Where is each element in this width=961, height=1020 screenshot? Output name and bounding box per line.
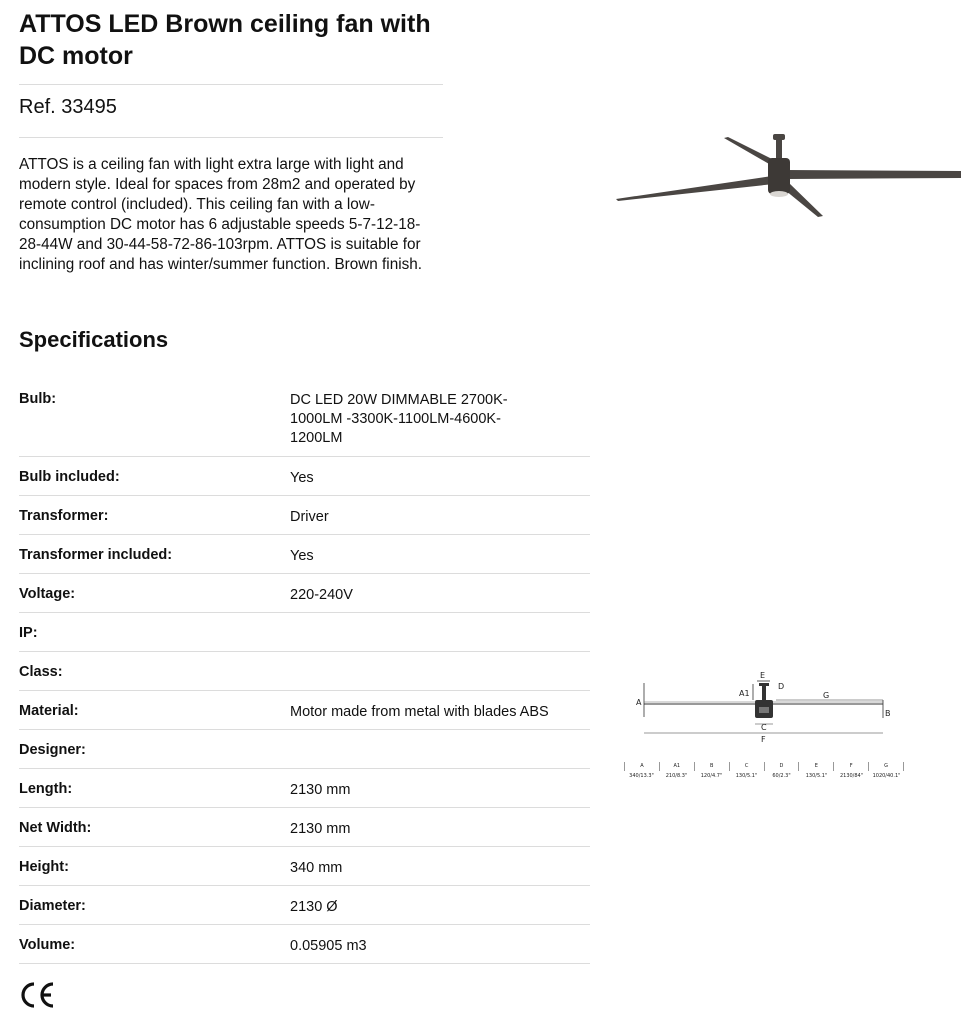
spec-row-bulb	[19, 380, 590, 457]
dimension-value: 130/5.1"	[805, 773, 828, 779]
spec-label: Material:	[19, 703, 79, 719]
diagram-label-c: C	[761, 723, 767, 732]
spec-row-transformer	[19, 496, 590, 535]
dimension-table	[624, 762, 904, 781]
dimension-header: A1	[659, 762, 694, 771]
dimension-header: B	[694, 762, 729, 771]
dimension-value: 340/13.3"	[629, 773, 654, 779]
diagram-label-e: E	[760, 671, 766, 680]
specifications-heading: Specifications	[19, 327, 169, 352]
diagram-label-a1: A1	[739, 689, 750, 698]
dimension-table-headers	[624, 762, 904, 771]
dimension-value: 130/5.1"	[735, 773, 758, 779]
spec-value: 2130 mm	[290, 821, 351, 837]
dimension-value: 210/8.3"	[665, 773, 688, 779]
dimension-value: 120/4.7"	[700, 773, 723, 779]
ce-mark-logo	[19, 980, 57, 1010]
spec-label: Height:	[19, 859, 69, 875]
dimension-value: 1020/40.1"	[872, 773, 901, 779]
fan-blade-left	[616, 176, 774, 201]
spec-label: Class:	[19, 664, 63, 680]
spec-row-transformer-included	[19, 535, 590, 574]
spec-value: Yes	[290, 470, 314, 486]
spec-label: Voltage:	[19, 586, 76, 602]
spec-value: Yes	[290, 548, 314, 564]
spec-value: 0.05905 m3	[290, 938, 367, 954]
spec-label: IP:	[19, 625, 38, 641]
spec-row-class	[19, 652, 590, 691]
fan-motor	[768, 158, 790, 194]
spec-row-diameter	[19, 886, 590, 925]
fan-light	[770, 191, 788, 197]
spec-row-bulb-included	[19, 457, 590, 496]
spec-value: 220-240V	[290, 587, 353, 603]
dimension-header: G	[868, 762, 904, 771]
diagram-label-d: D	[778, 682, 785, 691]
spec-label: Volume:	[19, 937, 76, 953]
spec-label: Transformer included:	[19, 547, 173, 563]
dimension-header: E	[798, 762, 833, 771]
fan-downrod	[776, 139, 782, 159]
spec-value: Motor made from metal with blades ABS	[290, 704, 549, 720]
spec-row-height	[19, 847, 590, 886]
specifications-table	[19, 380, 590, 964]
reference-divider	[19, 137, 443, 138]
product-title: ATTOS LED Brown ceiling fan with DC motor	[19, 10, 431, 70]
spec-row-ip	[19, 613, 590, 652]
product-reference: Ref. 33495	[19, 96, 117, 118]
ceiling-fan-image	[612, 128, 961, 228]
diagram-label-a: A	[636, 698, 642, 707]
spec-label: Transformer:	[19, 508, 109, 524]
spec-label: Diameter:	[19, 898, 86, 914]
dimension-value: 60/2.3"	[772, 773, 791, 779]
dimension-value: 2130/84"	[839, 773, 864, 779]
spec-value: Driver	[290, 509, 329, 525]
spec-label: Net Width:	[19, 820, 92, 836]
dimension-header: A	[624, 762, 659, 771]
spec-label: Bulb:	[19, 391, 57, 407]
spec-value: 2130 Ø	[290, 899, 338, 915]
product-description: ATTOS is a ceiling fan with light extra large with light and modern style. Ideal for spaces from 28m2 and operated by remote control (included). This ceiling fan with a low-consumption DC motor has 6 adjustable speeds 5-7-12-18-28-44W and 30-44-58-72-86-103rpm. ATTOS is suitable for inclining roof and has winter/summer function. Brown finish.	[19, 156, 423, 273]
spec-value: 340 mm	[290, 860, 343, 876]
spec-row-net-width	[19, 808, 590, 847]
dimension-header: D	[764, 762, 799, 771]
spec-row-length	[19, 769, 590, 808]
fan-blade-right	[786, 170, 961, 179]
spec-label: Bulb included:	[19, 469, 120, 485]
dimension-table-values	[624, 771, 904, 781]
dimension-diagram	[626, 667, 896, 747]
dimension-header: C	[729, 762, 764, 771]
dimension-header: F	[833, 762, 868, 771]
spec-value: DC LED 20W DIMMABLE 2700K-1000LM -3300K-1100LM-4600K-1200LM	[290, 392, 508, 446]
spec-row-volume	[19, 925, 590, 964]
spec-label: Length:	[19, 781, 73, 797]
diagram-label-b: B	[885, 709, 891, 718]
diagram-label-g: G	[823, 691, 830, 700]
spec-row-designer	[19, 730, 590, 769]
spec-row-material	[19, 691, 590, 730]
spec-label: Designer:	[19, 742, 86, 758]
diagram-label-f: F	[761, 735, 766, 744]
spec-value: 2130 mm	[290, 782, 351, 798]
title-divider	[19, 84, 443, 85]
spec-row-voltage	[19, 574, 590, 613]
